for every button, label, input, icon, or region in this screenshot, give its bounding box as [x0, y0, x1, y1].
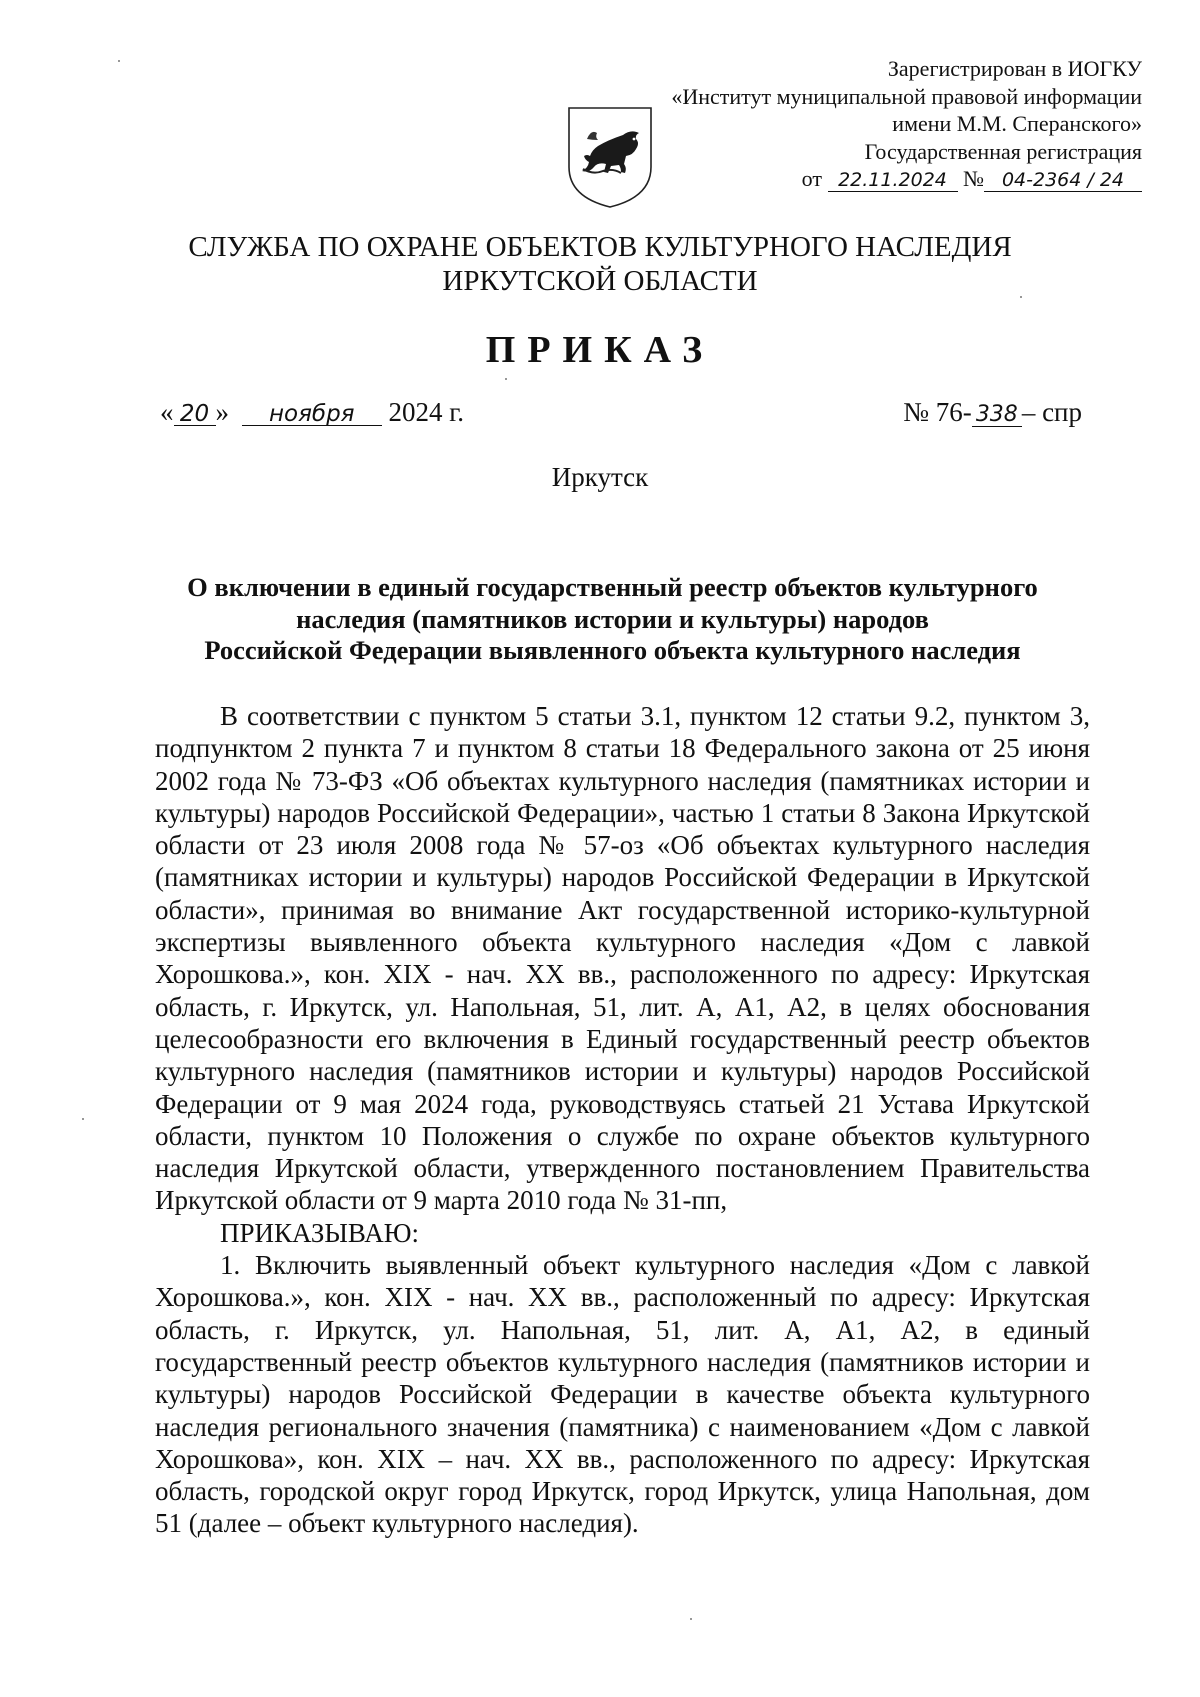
order-number-suffix: – спр	[1021, 397, 1082, 427]
document-type-title: ПРИКАЗ	[485, 329, 715, 371]
order-word: ПРИКАЗЫВАЮ:	[220, 1217, 419, 1248]
registration-date-line	[671, 165, 1142, 193]
city: Иркутск	[551, 462, 649, 492]
subject-line-1: О включении в единый государственный реестр объектов культурного	[187, 572, 1038, 602]
order-month: ноября	[242, 403, 382, 426]
order-day: 20	[174, 403, 216, 426]
order-subject	[145, 572, 1080, 667]
registration-line-4: Государственная регистрация	[864, 138, 1142, 164]
order-date-open-quote: «	[160, 397, 174, 427]
agency-line-1: СЛУЖБА ПО ОХРАНЕ ОБЪЕКТОВ КУЛЬТУРНОГО НАСЛЕДИЯ	[188, 231, 1012, 263]
registration-line-3: имени М.М. Сперанского»	[892, 111, 1142, 136]
order-body	[155, 700, 1090, 1540]
irkutsk-coat-of-arms-icon	[565, 105, 655, 210]
registration-date-prefix: от	[801, 166, 822, 191]
agency-name	[0, 230, 1200, 298]
registration-line-1: Зарегистрирован в ИОГКУ	[887, 56, 1142, 81]
agency-line-2: ИРКУТСКОЙ ОБЛАСТИ	[442, 265, 758, 297]
order-year: 2024 г.	[388, 397, 465, 427]
subject-line-3: Российской Федерации выявленного объекта культурного наследия	[204, 635, 1021, 665]
registration-date: 22.11.2024	[828, 169, 958, 192]
registration-stamp	[671, 55, 1142, 193]
order-number	[903, 397, 1082, 428]
order-number-handwritten: 338	[972, 404, 1022, 427]
order-item-1: 1. Включить выявленный объект культурного наследия «Дом с лавкой Хорошкова.», кон. XIX - нач. XX вв., расположенный по адресу: Иркутская область, г. Иркутск, ул. Напольная, 51, лит. А, А1, А2, в единый государственный реестр объектов культурного наследия (памятников истории и культуры) народов Российской Федерации в качестве объекта культурного наследия регионального значения (памятника) с наименованием «Дом с лавкой Хорошкова», кон. XIX – нач. XX вв., расположенного по адресу: Иркутская область, городской округ город Иркутск, город Иркутск, улица Напольная, дом 51 (далее – объект культурного наследия).	[155, 1250, 1090, 1539]
preamble-paragraph: В соответствии с пунктом 5 статьи 3.1, пунктом 12 статьи 9.2, пунктом 3, подпунктом 2 пункта 7 и пунктом 8 статьи 18 Федерального закона от 25 июня 2002 года № 73-ФЗ «Об объектах культурного наследия (памятниках истории и культуры) народов Российской Федерации», частью 1 статьи 8 Закона Иркутской области от 23 июля 2008 года № 57-оз «Об объектах культурного наследия (памятниках истории и культуры) народов Российской Федерации в Иркутской области», принимая во внимание Акт государственной историко-культурной экспертизы выявленного объекта культурного наследия «Дом с лавкой Хорошкова.», кон. XIX - нач. XX вв., расположенного по адресу: Иркутская область, г. Иркутск, ул. Напольная, 51, лит. А, А1, А2, в целях обоснования целесообразности его включения в Единый государственный реестр объектов культурного наследия (памятников истории и культуры) народов Российской Федерации от 9 мая 2024 года, руководствуясь статьей 21 Устава Иркутской области, пунктом 10 Положения о службе по охране объектов культурного наследия Иркутской области, утвержденного постановлением Правительства Иркутской области от 9 марта 2010 года № 31-пп,	[155, 701, 1090, 1216]
order-date-close-quote: »	[215, 397, 229, 427]
registration-number-prefix: №	[963, 166, 984, 191]
order-date	[160, 397, 464, 428]
subject-line-2: наследия (памятников истории и культуры) народов	[296, 603, 929, 634]
registration-number: 04-2364 / 24	[984, 169, 1142, 192]
order-number-prefix: № 76-	[903, 397, 972, 427]
registration-line-2: «Институт муниципальной правовой информации	[671, 83, 1142, 109]
